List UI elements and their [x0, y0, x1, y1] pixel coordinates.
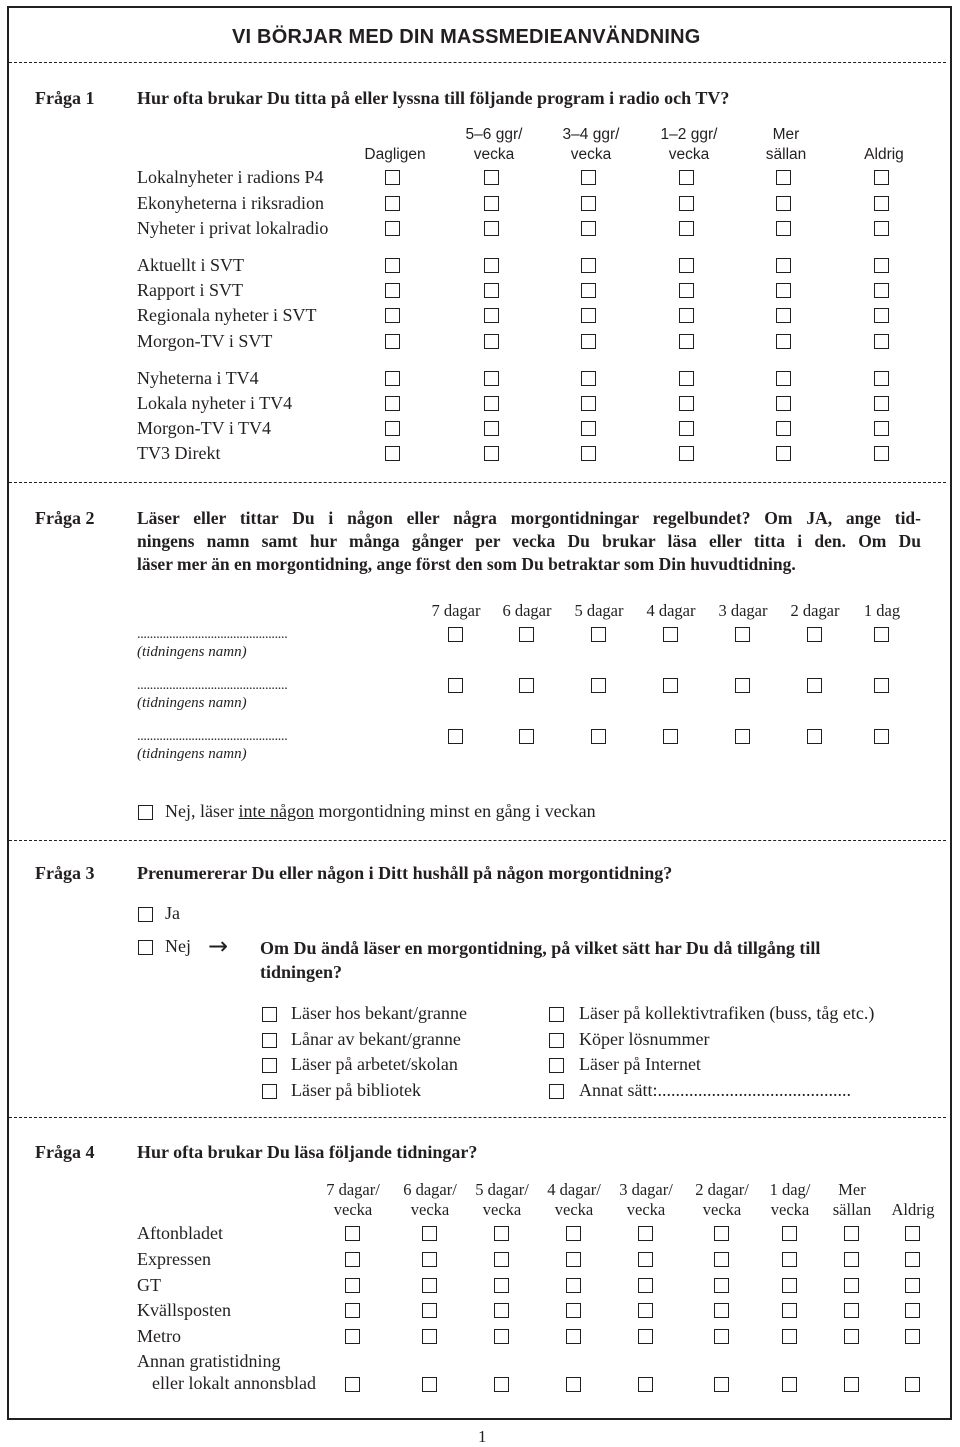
q1-checkbox[interactable]: [484, 308, 499, 323]
q2-none-label: [165, 801, 596, 822]
q2-column-header: 6 dagar: [502, 601, 552, 620]
q4-checkbox[interactable]: [844, 1377, 859, 1392]
q4-checkbox[interactable]: [422, 1377, 437, 1392]
q1-column-header: [864, 125, 904, 165]
q4-checkbox[interactable]: [782, 1329, 797, 1344]
q1-checkbox[interactable]: [874, 371, 889, 386]
q4-checkbox[interactable]: [422, 1278, 437, 1293]
q3-option-checkbox[interactable]: [262, 1033, 277, 1048]
q2-checkbox[interactable]: [874, 627, 889, 642]
q4-column-header-line: 7 dagar/: [326, 1180, 380, 1199]
q4-row-label: Aftonbladet: [137, 1223, 223, 1243]
q3-option-label: Läser på kollektivtrafiken (buss, tåg etc.): [579, 1003, 875, 1023]
q3-no-checkbox[interactable]: [138, 940, 153, 955]
q1-checkbox[interactable]: [776, 258, 791, 273]
q3-option-checkbox[interactable]: [262, 1058, 277, 1073]
q4-checkbox[interactable]: [638, 1226, 653, 1241]
q1-checkbox[interactable]: [874, 221, 889, 236]
page-title: VI BÖRJAR MED DIN MASSMEDIEANVÄNDNING: [232, 26, 701, 48]
q1-column-header-line: sällan: [765, 146, 807, 163]
q1-column-header-line: vecka: [668, 146, 710, 163]
q4-column-header-line: 2 dagar/: [695, 1180, 749, 1199]
q1-column-header-line: [864, 125, 904, 145]
q1-column-header-line: [364, 125, 425, 145]
q1-row-label: Nyheterna i TV4: [137, 368, 259, 388]
q1-checkbox[interactable]: [679, 308, 694, 323]
divider: [9, 1117, 946, 1118]
q4-column-header-line: 3 dagar/: [619, 1180, 673, 1199]
q2-none-checkbox[interactable]: [138, 805, 153, 820]
q2-column-header: 2 dagar: [790, 601, 840, 620]
q4-checkbox[interactable]: [638, 1303, 653, 1318]
q1-checkbox[interactable]: [874, 421, 889, 436]
q3-option-label: Lånar av bekant/granne: [291, 1029, 461, 1049]
q4-column-header-line: 1 dag/: [769, 1180, 811, 1199]
q4-checkbox[interactable]: [844, 1278, 859, 1293]
q4-checkbox[interactable]: [714, 1377, 729, 1392]
q2-checkbox[interactable]: [663, 678, 678, 693]
q3-text: Prenumererar Du eller någon i Ditt hushåll på någon morgontidning?: [137, 863, 673, 883]
q2-checkbox[interactable]: [519, 729, 534, 744]
q3-option-label: Läser på bibliotek: [291, 1080, 421, 1100]
q2-checkbox[interactable]: [591, 678, 606, 693]
q4-column-header: [326, 1180, 380, 1220]
q1-column-header-line: Mer: [772, 126, 800, 143]
q4-checkbox[interactable]: [905, 1329, 920, 1344]
q4-column-header-line: vecka: [702, 1200, 742, 1219]
q2-checkbox[interactable]: [735, 678, 750, 693]
q4-checkbox[interactable]: [422, 1226, 437, 1241]
q1-checkbox[interactable]: [385, 258, 400, 273]
q4-column-header-line: vecka: [482, 1200, 522, 1219]
q1-checkbox[interactable]: [385, 170, 400, 185]
q4-checkbox[interactable]: [844, 1329, 859, 1344]
q1-checkbox[interactable]: [776, 196, 791, 211]
q4-checkbox[interactable]: [345, 1226, 360, 1241]
q1-row-label: Morgon-TV i TV4: [137, 418, 272, 438]
q2-column-header: 1 dag: [863, 601, 901, 620]
q4-checkbox[interactable]: [566, 1303, 581, 1318]
q2-text-line: ningens namn samt hur många gånger per vecka Du brukar läsa eller titta i den. Om Du: [137, 531, 921, 551]
q4-checkbox[interactable]: [494, 1252, 509, 1267]
q2-checkbox[interactable]: [591, 627, 606, 642]
q3-option-checkbox[interactable]: [262, 1007, 277, 1022]
q2-checkbox[interactable]: [874, 729, 889, 744]
q1-row-label: Aktuellt i SVT: [137, 255, 244, 275]
q3-option-checkbox[interactable]: [262, 1084, 277, 1099]
q3-option-checkbox[interactable]: [549, 1007, 564, 1022]
q1-text: Hur ofta brukar Du titta på eller lyssna till följande program i radio och TV?: [137, 88, 730, 108]
q1-checkbox[interactable]: [484, 283, 499, 298]
q4-checkbox[interactable]: [422, 1303, 437, 1318]
q2-checkbox[interactable]: [591, 729, 606, 744]
q1-row-label: Morgon-TV i SVT: [137, 331, 273, 351]
q4-column-header-line: 5 dagar/: [475, 1180, 529, 1199]
q1-row-label: Regionala nyheter i SVT: [137, 305, 317, 325]
q1-checkbox[interactable]: [385, 221, 400, 236]
q1-checkbox[interactable]: [581, 308, 596, 323]
q1-checkbox[interactable]: [679, 446, 694, 461]
q2-column-header: 7 dagar: [431, 601, 481, 620]
q4-column-header: [770, 1180, 811, 1220]
arrow-right-icon: →: [208, 932, 229, 960]
q1-column-header-line: Aldrig: [864, 146, 904, 163]
q4-column-header: [403, 1180, 457, 1220]
q2-checkbox[interactable]: [448, 627, 463, 642]
q1-checkbox[interactable]: [679, 283, 694, 298]
q4-checkbox[interactable]: [714, 1252, 729, 1267]
q4-checkbox[interactable]: [905, 1377, 920, 1392]
q4-column-header-line: 4 dagar/: [547, 1180, 601, 1199]
q2-checkbox[interactable]: [807, 627, 822, 642]
q1-column-header: [766, 125, 807, 165]
q4-checkbox[interactable]: [782, 1377, 797, 1392]
q4-row-label-continued: eller lokalt annonsblad: [152, 1373, 316, 1393]
q4-checkbox[interactable]: [494, 1226, 509, 1241]
q1-checkbox[interactable]: [874, 196, 889, 211]
q1-checkbox[interactable]: [385, 371, 400, 386]
q4-checkbox[interactable]: [638, 1278, 653, 1293]
q4-checkbox[interactable]: [905, 1303, 920, 1318]
q4-checkbox[interactable]: [905, 1278, 920, 1293]
q1-checkbox[interactable]: [874, 170, 889, 185]
q3-option-checkbox[interactable]: [549, 1084, 564, 1099]
q4-checkbox[interactable]: [494, 1377, 509, 1392]
q1-checkbox[interactable]: [776, 396, 791, 411]
q1-checkbox[interactable]: [484, 421, 499, 436]
q3-option-checkbox[interactable]: [549, 1033, 564, 1048]
q1-column-header-line: 5–6 ggr/: [465, 126, 523, 143]
divider: [9, 482, 946, 483]
q1-row-label: Ekonyheterna i riksradion: [137, 193, 324, 213]
q1-row-label: Lokalnyheter i radions P4: [137, 167, 324, 187]
q1-checkbox[interactable]: [385, 421, 400, 436]
q4-checkbox[interactable]: [422, 1329, 437, 1344]
q4-column-header-line: vecka: [333, 1200, 373, 1219]
q1-checkbox[interactable]: [776, 170, 791, 185]
q1-column-header: [466, 125, 523, 165]
q3-no-label: Nej: [165, 936, 191, 956]
q1-checkbox[interactable]: [484, 258, 499, 273]
q4-row-label: Metro: [137, 1326, 181, 1346]
q1-column-header-line: Dagligen: [364, 146, 426, 163]
q2-none-text: morgontidning minst en gång i veckan: [313, 801, 596, 821]
q1-checkbox[interactable]: [581, 396, 596, 411]
q4-checkbox[interactable]: [714, 1278, 729, 1293]
q1-checkbox[interactable]: [776, 283, 791, 298]
q3-yes-label: Ja: [165, 903, 180, 923]
q3-option-label: Köper lösnummer: [579, 1029, 710, 1049]
q1-column-header-line: vecka: [473, 146, 515, 163]
q2-name-hint: (tidningens namn): [137, 746, 247, 762]
q3-option-label: Läser på arbetet/skolan: [291, 1054, 458, 1074]
q4-checkbox[interactable]: [566, 1278, 581, 1293]
q4-row-label: Expressen: [137, 1249, 211, 1269]
q4-column-header-line: vecka: [410, 1200, 450, 1219]
q4-checkbox[interactable]: [494, 1329, 509, 1344]
q2-name-line: ...............................................: [137, 678, 288, 693]
q4-checkbox[interactable]: [638, 1329, 653, 1344]
q1-checkbox[interactable]: [776, 221, 791, 236]
q4-checkbox[interactable]: [714, 1329, 729, 1344]
q4-column-header: [695, 1180, 749, 1220]
q4-checkbox[interactable]: [566, 1226, 581, 1241]
q4-checkbox[interactable]: [345, 1303, 360, 1318]
q4-column-header-line: Aldrig: [891, 1200, 935, 1219]
q4-column-header-line: Mer: [838, 1180, 866, 1199]
q1-row-label: Rapport i SVT: [137, 280, 243, 300]
q4-checkbox[interactable]: [844, 1303, 859, 1318]
q1-column-header: [661, 125, 718, 165]
q1-checkbox[interactable]: [874, 446, 889, 461]
q1-row-label: Lokala nyheter i TV4: [137, 393, 293, 413]
q1-row-label: Nyheter i privat lokalradio: [137, 218, 329, 238]
q1-checkbox[interactable]: [385, 334, 400, 349]
q4-checkbox[interactable]: [905, 1252, 920, 1267]
q1-checkbox[interactable]: [484, 371, 499, 386]
q1-checkbox[interactable]: [679, 170, 694, 185]
divider: [9, 840, 946, 841]
q2-checkbox[interactable]: [807, 729, 822, 744]
q1-checkbox[interactable]: [874, 283, 889, 298]
q2-column-header: 5 dagar: [574, 601, 624, 620]
q4-column-header: [891, 1180, 934, 1220]
q1-checkbox[interactable]: [581, 221, 596, 236]
q4-column-header: [475, 1180, 529, 1220]
q3-follow-up: [260, 936, 820, 984]
q2-checkbox[interactable]: [735, 729, 750, 744]
q1-checkbox[interactable]: [874, 396, 889, 411]
q1-checkbox[interactable]: [484, 221, 499, 236]
q4-column-header-line: [891, 1180, 934, 1200]
q1-checkbox[interactable]: [484, 196, 499, 211]
q4-checkbox[interactable]: [714, 1226, 729, 1241]
q4-text: Hur ofta brukar Du läsa följande tidningar?: [137, 1142, 478, 1162]
q2-checkbox[interactable]: [448, 729, 463, 744]
q3-option-label: Läser hos bekant/granne: [291, 1003, 467, 1023]
q1-column-header-line: 1–2 ggr/: [660, 126, 718, 143]
q4-row-label: Kvällsposten: [137, 1300, 231, 1320]
q1-column-header-line: 3–4 ggr/: [562, 126, 620, 143]
q1-checkbox[interactable]: [581, 258, 596, 273]
q4-checkbox[interactable]: [494, 1278, 509, 1293]
q2-text: [137, 507, 921, 576]
q4-column-header-line: sällan: [832, 1200, 872, 1219]
q3-follow-up-line: tidningen?: [260, 962, 343, 982]
q2-name-hint: (tidningens namn): [137, 695, 247, 711]
q2-checkbox[interactable]: [735, 627, 750, 642]
q2-checkbox[interactable]: [448, 678, 463, 693]
q4-checkbox[interactable]: [638, 1252, 653, 1267]
q1-checkbox[interactable]: [679, 258, 694, 273]
q2-column-header: 4 dagar: [646, 601, 696, 620]
q1-checkbox[interactable]: [385, 283, 400, 298]
q1-column-header: [563, 125, 620, 165]
q3-yes-checkbox[interactable]: [138, 907, 153, 922]
q1-checkbox[interactable]: [581, 170, 596, 185]
q2-text-line: läser mer än en morgontidning, ange först den som Du betraktar som Din huvudtidning.: [137, 554, 796, 574]
q1-checkbox[interactable]: [484, 170, 499, 185]
q4-column-header-line: 6 dagar/: [403, 1180, 457, 1199]
q1-row-label: TV3 Direkt: [137, 443, 221, 463]
q4-column-header: [833, 1180, 872, 1220]
q4-checkbox[interactable]: [782, 1226, 797, 1241]
q1-checkbox[interactable]: [484, 334, 499, 349]
q4-column-header: [619, 1180, 673, 1220]
q4-checkbox[interactable]: [566, 1329, 581, 1344]
q2-name-hint: (tidningens namn): [137, 644, 247, 660]
q4-checkbox[interactable]: [782, 1252, 797, 1267]
q4-checkbox[interactable]: [844, 1252, 859, 1267]
q1-checkbox[interactable]: [581, 196, 596, 211]
q2-name-line: ...............................................: [137, 729, 288, 744]
q1-checkbox[interactable]: [679, 396, 694, 411]
q1-checkbox[interactable]: [581, 334, 596, 349]
q4-checkbox[interactable]: [345, 1329, 360, 1344]
q1-checkbox[interactable]: [679, 421, 694, 436]
q4-checkbox[interactable]: [782, 1303, 797, 1318]
q1-checkbox[interactable]: [679, 334, 694, 349]
q2-name-line: ...............................................: [137, 627, 288, 642]
q4-checkbox[interactable]: [714, 1303, 729, 1318]
q1-column-header-line: vecka: [570, 146, 612, 163]
q3-option-label: Annat sätt:...........................................: [579, 1080, 851, 1100]
q4-checkbox[interactable]: [566, 1252, 581, 1267]
q1-checkbox[interactable]: [776, 308, 791, 323]
q2-checkbox[interactable]: [519, 627, 534, 642]
q1-checkbox[interactable]: [385, 396, 400, 411]
q1-checkbox[interactable]: [874, 334, 889, 349]
q2-column-header: 3 dagar: [718, 601, 768, 620]
q1-checkbox[interactable]: [581, 283, 596, 298]
q1-checkbox[interactable]: [385, 308, 400, 323]
q4-checkbox[interactable]: [566, 1377, 581, 1392]
q3-option-label: Läser på Internet: [579, 1054, 701, 1074]
q1-checkbox[interactable]: [679, 221, 694, 236]
q1-checkbox[interactable]: [776, 334, 791, 349]
q1-checkbox[interactable]: [581, 421, 596, 436]
q4-checkbox[interactable]: [345, 1377, 360, 1392]
q2-checkbox[interactable]: [519, 678, 534, 693]
q4-checkbox[interactable]: [782, 1278, 797, 1293]
q2-none-underlined: inte någon: [238, 801, 314, 821]
q4-row-label: GT: [137, 1275, 161, 1295]
q4-row-label: Annan gratistidning: [137, 1351, 281, 1371]
q4-label: Fråga 4: [35, 1142, 95, 1162]
q1-checkbox[interactable]: [385, 196, 400, 211]
q1-checkbox[interactable]: [874, 258, 889, 273]
q4-checkbox[interactable]: [345, 1252, 360, 1267]
q1-checkbox[interactable]: [679, 371, 694, 386]
q4-checkbox[interactable]: [345, 1278, 360, 1293]
q4-checkbox[interactable]: [494, 1303, 509, 1318]
q1-checkbox[interactable]: [484, 446, 499, 461]
q1-label: Fråga 1: [35, 88, 95, 108]
q1-checkbox[interactable]: [874, 308, 889, 323]
q2-label: Fråga 2: [35, 508, 95, 528]
q3-option-checkbox[interactable]: [549, 1058, 564, 1073]
q1-checkbox[interactable]: [385, 446, 400, 461]
q4-checkbox[interactable]: [638, 1377, 653, 1392]
q4-column-header-line: vecka: [770, 1200, 810, 1219]
q1-checkbox[interactable]: [776, 446, 791, 461]
q4-checkbox[interactable]: [905, 1226, 920, 1241]
q4-checkbox[interactable]: [422, 1252, 437, 1267]
divider: [9, 62, 946, 63]
q1-checkbox[interactable]: [776, 421, 791, 436]
page-number: 1: [478, 1427, 487, 1446]
q4-column-header-line: vecka: [626, 1200, 666, 1219]
q2-checkbox[interactable]: [874, 678, 889, 693]
q1-checkbox[interactable]: [776, 371, 791, 386]
q2-checkbox[interactable]: [807, 678, 822, 693]
q4-column-header: [547, 1180, 601, 1220]
q1-checkbox[interactable]: [679, 196, 694, 211]
q1-checkbox[interactable]: [581, 446, 596, 461]
q1-column-header: [364, 125, 425, 165]
q1-checkbox[interactable]: [484, 396, 499, 411]
q4-column-header-line: vecka: [554, 1200, 594, 1219]
q2-checkbox[interactable]: [663, 729, 678, 744]
q3-follow-up-line: Om Du ändå läser en morgontidning, på vilket sätt har Du då tillgång till: [260, 938, 821, 958]
q2-checkbox[interactable]: [663, 627, 678, 642]
q2-none-text: Nej, läser: [165, 801, 239, 821]
q1-checkbox[interactable]: [581, 371, 596, 386]
q2-text-line: Läser eller tittar Du i någon eller några morgontidningar regelbundet? Om JA, ange tid-: [137, 508, 921, 528]
q4-checkbox[interactable]: [844, 1226, 859, 1241]
q3-label: Fråga 3: [35, 863, 95, 883]
